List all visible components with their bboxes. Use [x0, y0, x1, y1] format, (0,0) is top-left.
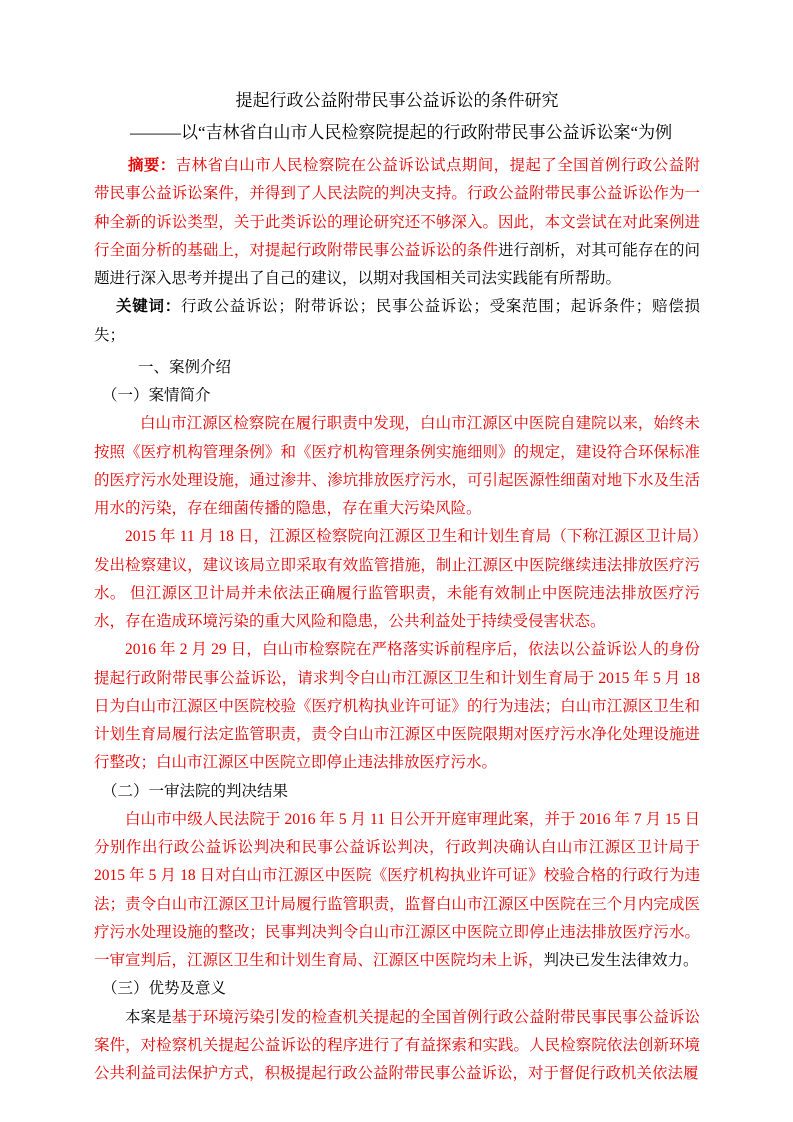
- subsection-heading-1-1: [94, 382, 700, 410]
- body-paragraph-case-facts-2: [94, 523, 700, 636]
- doc-subtitle: ———以“吉林省白山市人民检察院提起的行政附带民事公益诉讼案“为例: [130, 123, 673, 142]
- text-segment: 一、案例介绍: [138, 358, 232, 376]
- text-segment: 摘要：: [128, 157, 176, 174]
- text-segment: 白山市中级人民法院于 2016 年 5 月 11 日公开开庭审理此案，并于 2016 年 7 月 15 日分别作出行政公益诉讼判决和民事公益诉讼判决，行政判决确认白山市江源区卫计局于 2015 年 5 月 18 日对白山市江源区中医院《医疗机构执业许可证》校验合格的行政行为违法；责令白山市江源区卫计局履行监管职责，监督白山市江源区中医院在三个月内完成医疗污水处理设施的整改；民事判决判令白山市江源区中医院立即停止违法排放医疗污水。一审宣判后，江源区卫生和计划生育局、江源区中医院均未上诉，: [94, 810, 700, 969]
- keywords-line: [94, 293, 700, 350]
- text-segment: 进行剖析，对其可能存在的问题进行深入思考并提出了自己的建议，以期对我国相关司法实践能有所帮助。: [94, 241, 700, 287]
- body-paragraph-case-facts-1: [94, 410, 700, 523]
- text-segment: 2016 年 2 月 29 日，白山市检察院在严格落实诉前程序后，依法以公益诉讼人的身份提起行政附带民事公益诉讼，请求判令白山市江源区卫生和计划生育局于 2015 年 5 月 18 日为白山市江源区中医院校验《医疗机构执业许可证》的行为违法；白山市江源区卫生和计划生育局履行法定监管职责，责令白山市江源区中医院限期对医疗污水净化处理设施进行整改；白山市江源区中医院立即停止违法排放医疗污水。: [94, 641, 700, 772]
- text-segment: 行政公益诉讼；附带诉讼；民事公益诉讼；受案范围；起诉条件；赔偿损失；: [94, 298, 700, 344]
- text-segment: 2015 年 11 月 18 日，江源区检察院向江源区卫生和计划生育局（下称江源区卫计局）发出检察建议，建议该局立即采取有效监管措施，制止江源区中医院继续违法排放医疗污水。 但江源区卫计局并未依法正确履行监管职责，未能有效制止中医院违法排放医疗污水，存在造成环境污染的重大风险和隐患，公共利益处于持续受侵害状态。: [94, 528, 700, 630]
- text-segment: （一）案情简介: [102, 387, 211, 404]
- text-segment: 关键词：: [116, 298, 181, 316]
- doc-title: 提起行政公益附带民事公益诉讼的条件研究: [235, 91, 559, 110]
- section-heading-1: [94, 354, 700, 382]
- text-segment: 基于环境污染引发的检查机关提起的全国首例行政公益附带民事民事公益诉讼案件，对检察机关提起公益诉讼的程序进行了有益探索和实践。人民检察院依法创新环境公共利益司法保护方式，积极提起行政公益附带民事公益诉讼，对于督促行政机关依法履: [94, 1008, 700, 1082]
- body-paragraph-judgment: [94, 806, 700, 976]
- body-paragraph-significance: [94, 1004, 700, 1089]
- text-segment: （三）优势及意义: [102, 980, 227, 998]
- body-paragraph-case-facts-3: [94, 636, 700, 777]
- doc-body: [94, 152, 700, 1088]
- subsection-heading-1-2: [94, 778, 700, 806]
- subsection-heading-1-3: [94, 975, 700, 1003]
- text-segment: （二）一审法院的判决结果: [102, 782, 289, 800]
- text-segment: 判决已发生法律效力。: [543, 952, 699, 969]
- abstract-paragraph: [94, 152, 700, 293]
- text-segment: 白山市江源区检察院在履行职责中发现，白山市江源区中医院自建院以来，始终未按照《医疗机构管理条例》和《医疗机构管理条例实施细则》的规定，建设符合环保标准的医疗污水处理设施，通过渗井、渗坑排放医疗污水，可引起医源性细菌对地下水及生活用水的污染，存在细菌传播的隐患，存在重大污染风险。: [94, 415, 700, 517]
- text-segment: 吉林省白山市人民检察院在公益诉讼试点期间，提起了全国首例行政公益附带民事公益诉讼案件，并得到了人民法院的判决支持。行政公益附带民事公益诉讼作为一种全新的诉讼类型，关于此类诉讼的理论研究还不够深入。因此，本文尝试在对此案例进行全面分析的基础上，对提起行政附带民事公益诉讼的条件: [94, 157, 700, 259]
- text-segment: 本案是: [125, 1008, 172, 1026]
